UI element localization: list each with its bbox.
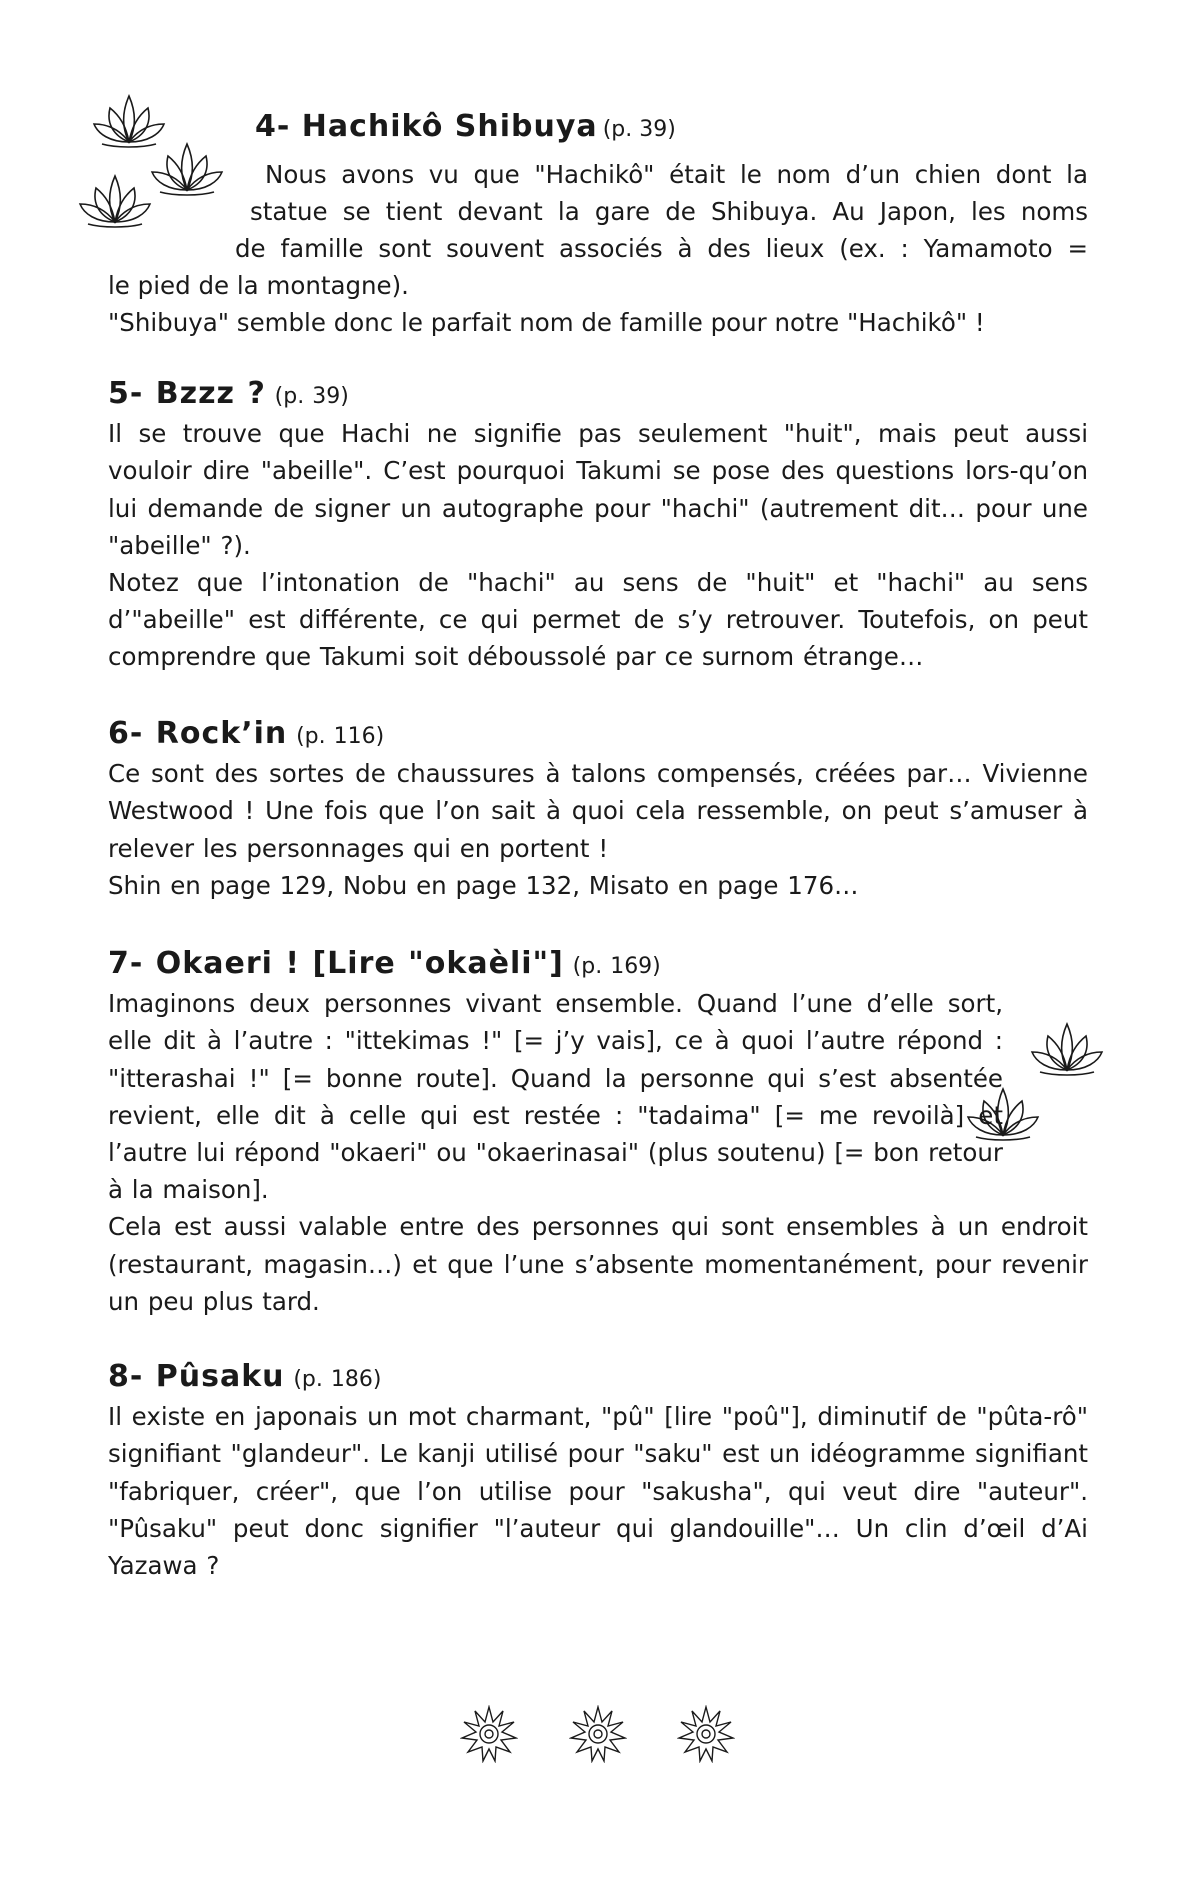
paragraph: Il se trouve que Hachi ne signifie pas seulement "huit", mais peut aussi vouloir dire "abeille". C’est pourquoi Takumi se pose des questions lors-qu’on lui demande de signer un autographe pour "hachi" (autrement dit… pour une "abeille" ?).	[108, 419, 1088, 560]
line: le pied de la montagne).	[108, 271, 409, 300]
page-reference: (p. 39)	[274, 384, 349, 409]
section-heading: 8- Pûsaku	[108, 1359, 285, 1394]
section-5	[108, 375, 1088, 676]
section-heading: 7- Okaeri ! [Lire "okaèli"]	[108, 946, 564, 981]
lotus-flower-icon	[150, 140, 224, 196]
paragraph: Imaginons deux personnes vivant ensemble. Quand l’une d’elle sort, elle dit à l’autre : "ittekimas !" [= j’y vais], ce à quoi l’autre répond : "itterashai !" [= bonne route]. Quand la personne qui s’est absentée revient, elle dit à celle qui est restée : "tadaima" [= me revoilà] et l’autre lui répond "okaeri" ou "okaerinasai" (plus soutenu) [= bon retour à la maison].	[108, 989, 1003, 1205]
line: Nous avons vu que "Hachikô" était le nom d’un chien dont la	[265, 160, 1088, 189]
sunburst-ornament-icon	[569, 1705, 627, 1763]
line: de famille sont souvent associés à des lieux (ex. : Yamamoto =	[235, 234, 1088, 263]
section-8	[108, 1358, 1088, 1584]
page-reference: (p. 39)	[602, 117, 676, 142]
section-heading: 4- Hachikô Shibuya	[255, 109, 598, 144]
paragraph: Shin en page 129, Nobu en page 132, Misato en page 176…	[108, 870, 859, 900]
section-6	[108, 715, 1088, 904]
paragraph: Ce sont des sortes de chaussures à talons compensés, créées par… Vivienne Westwood ! Une fois que l’on sait à quoi cela ressemble, on peut s’amuser à relever les personnages qui en portent !	[108, 759, 1088, 863]
lotus-flower-icon	[1030, 1020, 1104, 1076]
section-heading: 5- Bzzz ?	[108, 376, 266, 411]
lotus-flower-icon	[78, 172, 152, 228]
page-reference: (p. 169)	[572, 954, 661, 979]
page-reference: (p. 186)	[293, 1367, 382, 1392]
paragraph: Notez que l’intonation de "hachi" au sens de "huit" et "hachi" au sens d’"abeille" est différente, ce qui permet de s’y retrouver. Toutefois, on peut comprendre que Takumi soit déboussolé par ce surnom étrange…	[108, 568, 1088, 672]
section-heading: 6- Rock’in	[108, 716, 288, 751]
paragraph: Cela est aussi valable entre des personnes qui sont ensembles à un endroit (restaurant, magasin…) et que l’une s’absente momentanément, pour revenir un peu plus tard.	[108, 1212, 1088, 1316]
section-7	[108, 945, 1088, 1320]
line: "Shibuya" semble donc le parfait nom de famille pour notre "Hachikô" !	[108, 308, 985, 337]
paragraph: Il existe en japonais un mot charmant, "pû" [lire "poû"], diminutif de "pûta-rô" signifiant "glandeur". Le kanji utilisé pour "saku" est un idéogramme signifiant "fabriquer, créer", que l’on utilise pour "sakusha", qui veut dire "auteur". "Pûsaku" peut donc signifier "l’auteur qui glandouille"… Un clin d’œil d’Ai Yazawa ?	[108, 1402, 1088, 1581]
sunburst-ornament-icon	[460, 1705, 518, 1763]
sunburst-ornament-icon	[677, 1705, 735, 1763]
lotus-flower-icon	[966, 1085, 1040, 1141]
page-reference: (p. 116)	[296, 724, 385, 749]
line: statue se tient devant la gare de Shibuya. Au Japon, les noms	[250, 197, 1088, 226]
